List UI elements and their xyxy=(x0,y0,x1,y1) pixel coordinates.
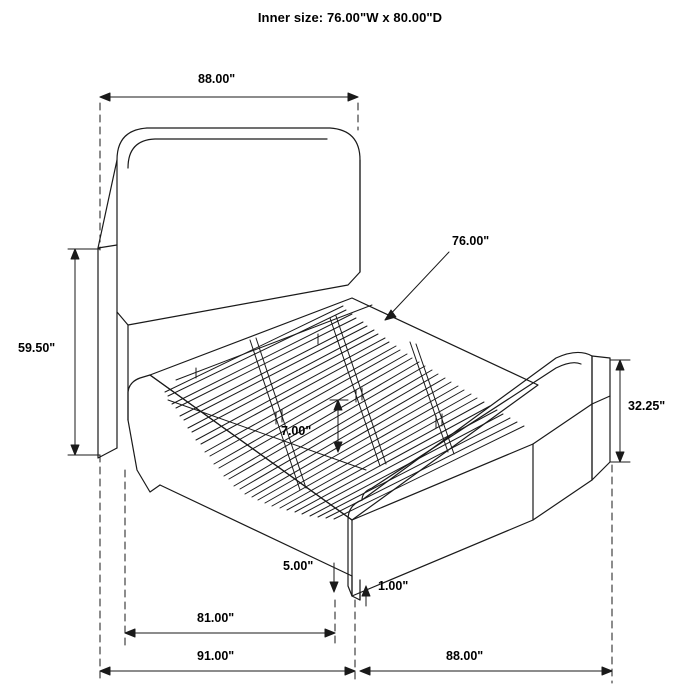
dimension-label-footboard-height: 32.25" xyxy=(628,399,666,413)
slat-deck xyxy=(150,298,538,520)
dimension-label-foot-detail: 1.00" xyxy=(378,579,409,593)
dimension-label-overall-depth: 91.00" xyxy=(197,649,235,663)
dimension-label-slat-depth: 7.00" xyxy=(281,424,312,438)
dimension-label-top-width: 88.00" xyxy=(198,72,236,86)
headboard-shape xyxy=(98,128,360,458)
dimension-label-bottom-width: 88.00" xyxy=(446,649,484,663)
page-title: Inner size: 76.00"W x 80.00"D xyxy=(257,10,443,25)
footboard-shape xyxy=(348,352,610,600)
dimension-label-inner-depth: 81.00" xyxy=(197,611,235,625)
dimension-label-foot-clearance: 5.00" xyxy=(283,559,314,573)
dimension-label-headboard-height: 59.50" xyxy=(18,341,56,355)
left-side-rail xyxy=(128,375,352,576)
dimension-label-slat-span: 76.00" xyxy=(452,234,490,248)
dimension-lines xyxy=(68,93,630,683)
